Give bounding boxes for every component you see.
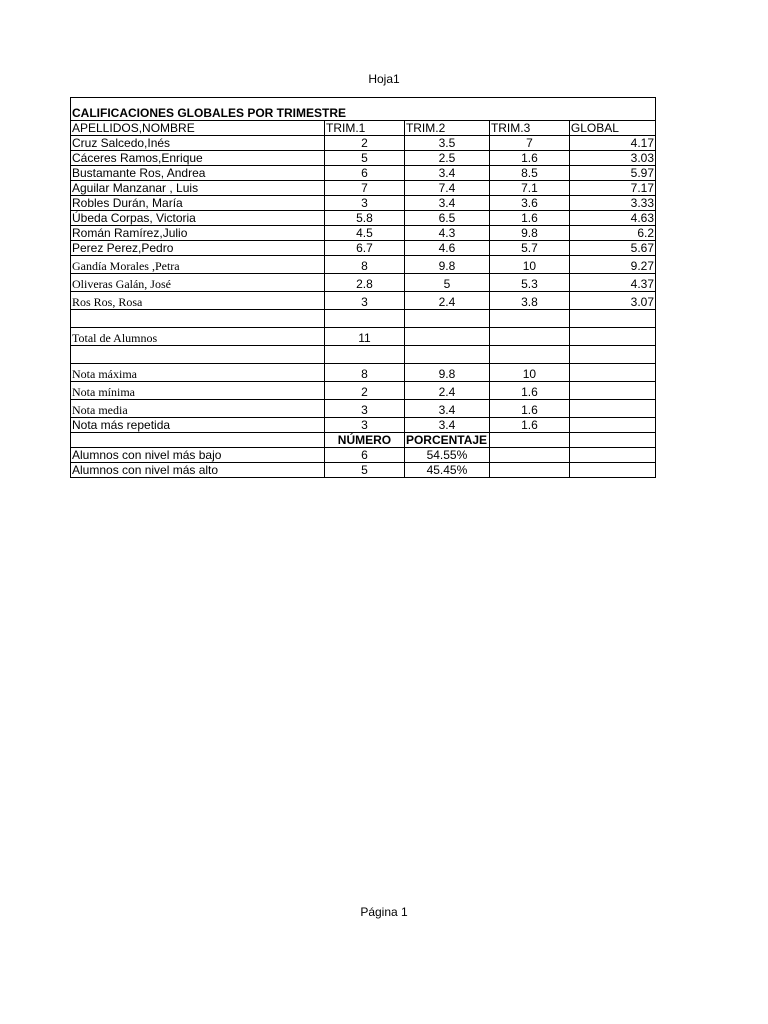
column-header-row [71, 121, 656, 136]
col-header-trim3: TRIM.3 [489, 121, 569, 136]
mean-trim2: 3.4 [404, 400, 489, 418]
mode-trim1: 3 [325, 418, 405, 433]
cell-trim2: 3.4 [404, 166, 489, 181]
cell-trim1: 3 [325, 292, 405, 310]
student-name: Perez Perez,Pedro [71, 241, 325, 256]
cell-trim1: 6 [325, 166, 405, 181]
student-name: Oliveras Galán, José [71, 274, 325, 292]
empty-row [71, 310, 656, 328]
col-header-global: GLOBAL [569, 121, 655, 136]
cell-trim3: 10 [489, 256, 569, 274]
cell-trim3: 5.7 [489, 241, 569, 256]
mean-row [71, 400, 656, 418]
table-row [71, 181, 656, 196]
cell-trim2: 2.4 [404, 292, 489, 310]
student-name: Román Ramírez,Julio [71, 226, 325, 241]
cell-trim1: 6.7 [325, 241, 405, 256]
cell-trim3: 7 [489, 136, 569, 151]
cell-trim1: 2.8 [325, 274, 405, 292]
cell-trim3: 8.5 [489, 166, 569, 181]
low-level-number: 6 [325, 448, 405, 463]
col-header-trim2: TRIM.2 [404, 121, 489, 136]
student-name: Úbeda Corpas, Victoria [71, 211, 325, 226]
cell-trim2: 3.5 [404, 136, 489, 151]
cell-trim1: 5 [325, 151, 405, 166]
page-header: Hoja1 [368, 72, 400, 86]
mode-label: Nota más repetida [71, 418, 325, 433]
student-name: Robles Durán, María [71, 196, 325, 211]
table-row [71, 136, 656, 151]
cell-trim3: 9.8 [489, 226, 569, 241]
total-label: Total de Alumnos [71, 328, 325, 346]
grades-table [70, 97, 656, 478]
summary-header-row [71, 433, 656, 448]
mode-trim3: 1.6 [489, 418, 569, 433]
total-value: 11 [325, 328, 405, 346]
cell-trim3: 5.3 [489, 274, 569, 292]
cell-global: 5.67 [569, 241, 655, 256]
cell-trim1: 3 [325, 196, 405, 211]
high-level-percent: 45.45% [404, 463, 489, 478]
cell-trim1: 8 [325, 256, 405, 274]
mode-row [71, 418, 656, 433]
table-row [71, 211, 656, 226]
empty-row [71, 346, 656, 364]
percent-header: PORCENTAJE [404, 433, 489, 448]
table-row [71, 166, 656, 181]
cell-global: 4.37 [569, 274, 655, 292]
table-row [71, 151, 656, 166]
cell-global: 3.33 [569, 196, 655, 211]
cell-trim3: 7.1 [489, 181, 569, 196]
cell-global: 5.97 [569, 166, 655, 181]
cell-trim1: 7 [325, 181, 405, 196]
mean-label: Nota media [71, 400, 325, 418]
col-header-trim1: TRIM.1 [325, 121, 405, 136]
student-name: Gandía Morales ,Petra [71, 256, 325, 274]
max-trim1: 8 [325, 364, 405, 382]
min-trim2: 2.4 [404, 382, 489, 400]
high-level-number: 5 [325, 463, 405, 478]
cell-trim3: 1.6 [489, 151, 569, 166]
student-name: Cruz Salcedo,Inés [71, 136, 325, 151]
cell-trim2: 2.5 [404, 151, 489, 166]
title-row [71, 98, 656, 121]
table-row [71, 256, 656, 274]
cell-trim2: 5 [404, 274, 489, 292]
cell-trim2: 4.3 [404, 226, 489, 241]
max-row [71, 364, 656, 382]
mean-trim1: 3 [325, 400, 405, 418]
table-row [71, 292, 656, 310]
table-row [71, 274, 656, 292]
max-trim3: 10 [489, 364, 569, 382]
high-level-row [71, 463, 656, 478]
cell-trim1: 5.8 [325, 211, 405, 226]
low-level-row [71, 448, 656, 463]
min-trim3: 1.6 [489, 382, 569, 400]
max-trim2: 9.8 [404, 364, 489, 382]
cell-trim2: 7.4 [404, 181, 489, 196]
table-row [71, 241, 656, 256]
cell-trim3: 3.8 [489, 292, 569, 310]
cell-trim3: 3.6 [489, 196, 569, 211]
cell-trim2: 3.4 [404, 196, 489, 211]
table-row [71, 196, 656, 211]
cell-global: 4.17 [569, 136, 655, 151]
sheet-title: CALIFICACIONES GLOBALES POR TRIMESTRE [71, 98, 656, 121]
total-row [71, 328, 656, 346]
min-row [71, 382, 656, 400]
cell-global: 7.17 [569, 181, 655, 196]
cell-trim3: 1.6 [489, 211, 569, 226]
low-level-percent: 54.55% [404, 448, 489, 463]
mode-trim2: 3.4 [404, 418, 489, 433]
col-header-name: APELLIDOS,NOMBRE [71, 121, 325, 136]
cell-trim1: 2 [325, 136, 405, 151]
low-level-label: Alumnos con nivel más bajo [71, 448, 325, 463]
min-label: Nota mínima [71, 382, 325, 400]
cell-global: 3.07 [569, 292, 655, 310]
student-name: Ros Ros, Rosa [71, 292, 325, 310]
number-header: NÚMERO [325, 433, 405, 448]
page-footer: Página 1 [360, 905, 408, 919]
cell-trim2: 9.8 [404, 256, 489, 274]
cell-trim2: 4.6 [404, 241, 489, 256]
cell-global: 4.63 [569, 211, 655, 226]
max-label: Nota máxima [71, 364, 325, 382]
student-name: Bustamante Ros, Andrea [71, 166, 325, 181]
cell-global: 3.03 [569, 151, 655, 166]
cell-global: 6.2 [569, 226, 655, 241]
cell-global: 9.27 [569, 256, 655, 274]
high-level-label: Alumnos con nivel más alto [71, 463, 325, 478]
table-row [71, 226, 656, 241]
cell-trim2: 6.5 [404, 211, 489, 226]
student-name: Aguilar Manzanar , Luis [71, 181, 325, 196]
cell-trim1: 4.5 [325, 226, 405, 241]
mean-trim3: 1.6 [489, 400, 569, 418]
student-name: Cáceres Ramos,Enrique [71, 151, 325, 166]
min-trim1: 2 [325, 382, 405, 400]
